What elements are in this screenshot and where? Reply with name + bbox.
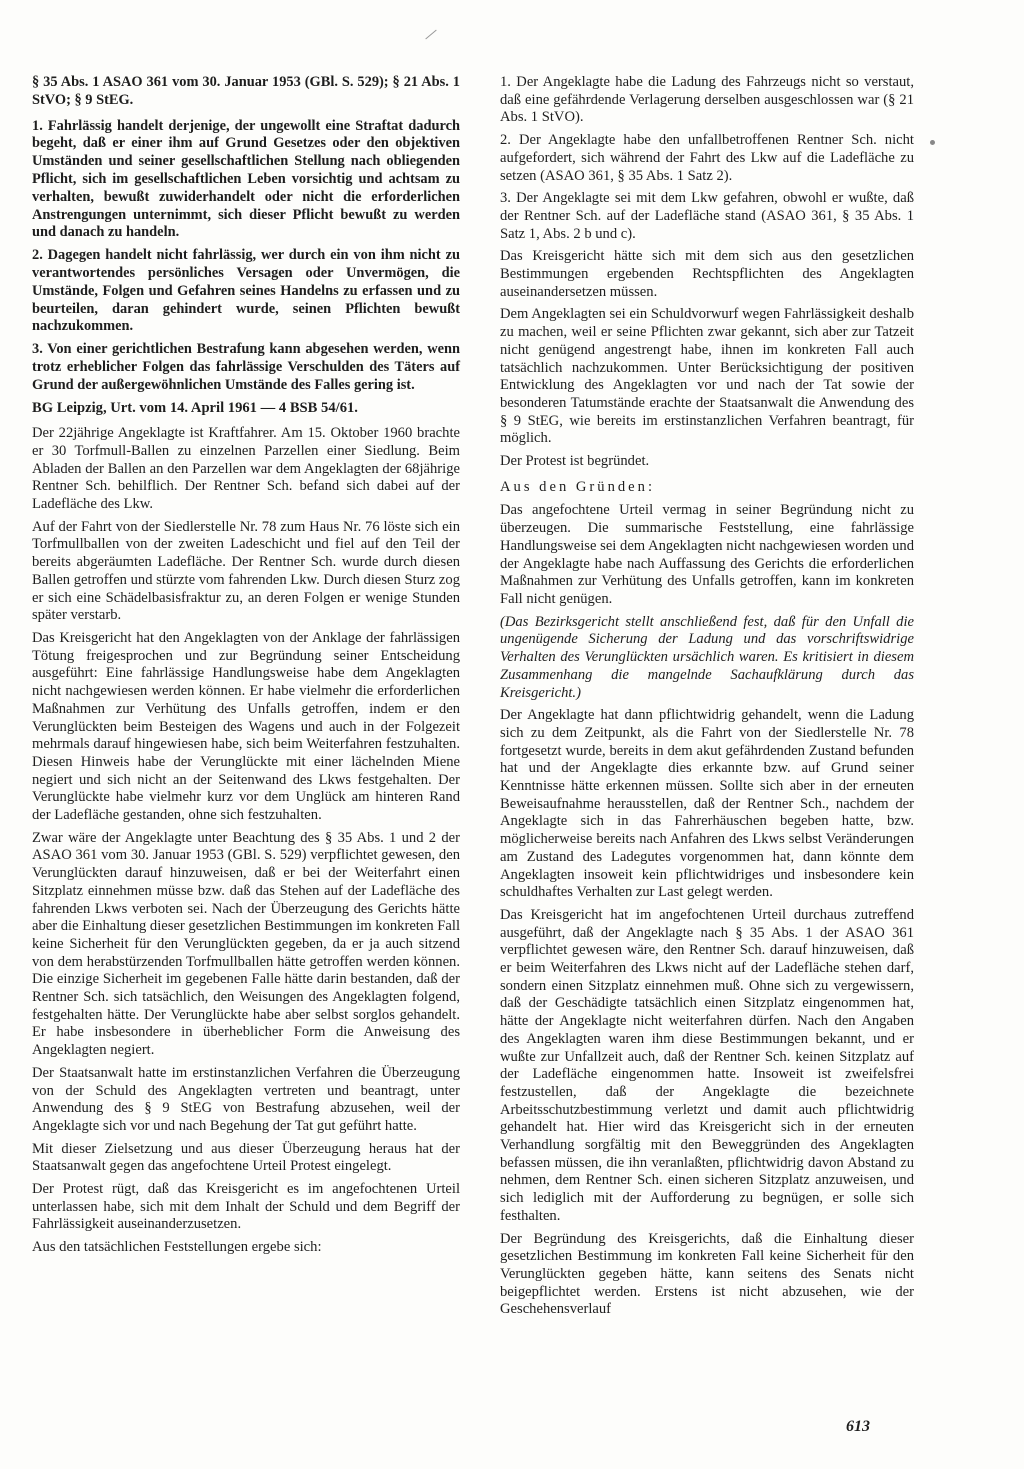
body-paragraph: Das Kreisgericht hat den Angeklagten von der Anklage der fahrlässigen Tötung freigesprochen und zur Begründung seiner Entscheidung ausgeführt: Eine fahrlässige Handlungsweise habe dem Angeklagten nicht nachgewiesen werden können. Er habe vielmehr die erforderlichen Maßnahmen zur Verhütung des Unfalls getroffen, indem er den Verunglückten beim Besteigen des Wagens und auch in der Folgezeit mehrmals darauf hingewiesen habe, sich beim Weiterfahren festzuhalten. Diesen Hinweis habe der Verunglückte mit einer lächelnden Miene negiert und sich nicht an der Seitenwand des Lkws festgehalten. Der Verunglückte habe vielmehr kurz vor dem Unglück am hinteren Rand der Ladefläche gestanden, ohne sich festzuhalten.: [32, 629, 460, 824]
headnote-2: 2. Dagegen handelt nicht fahrlässig, wer durch ein von ihm nicht zu verantwortendes persönliches Versagen oder Unvermögen, die Umstände, Folgen und Gefahren seines Handelns zu erfassen und zu beurteilen, daran gehindert wurde, seinen Pflichten bewußt nachzukommen.: [32, 247, 460, 335]
legal-citation: § 35 Abs. 1 ASAO 361 vom 30. Januar 1953 (GBl. S. 529); § 21 Abs. 1 StVO; § 9 StEG.: [32, 74, 460, 108]
body-paragraph: Dem Angeklagten sei ein Schuldvorwurf wegen Fahrlässigkeit deshalb zu machen, weil er seine Pflichten zwar gekannt, sich aber zur Tatzeit nicht genügend angestrengt habe, ihnen im konkreten Fall auch tatsächlich nachzukommen. Unter Berücksichtigung der positiven Entwicklung des Angeklagten vor und nach der Tat sowie der besonderen Tatumstände erachte der Staatsanwalt die Anwendung des § 9 StEG, wie bereits im erstinstanzlichen Verfahren beantragt, für möglich.: [500, 306, 914, 447]
body-paragraph: Mit dieser Zielsetzung und aus dieser Überzeugung heraus hat der Staatsanwalt gegen das angefochtene Urteil Protest eingelegt.: [32, 1140, 460, 1175]
headnote-block: [32, 74, 460, 395]
body-paragraph: Zwar wäre der Angeklagte unter Beachtung des § 35 Abs. 1 und 2 der ASAO 361 vom 30. Januar 1953 (GBl. S. 529) verpflichtet gewesen, den Verunglückten darauf hinzuweisen, daß er bei der Weiterfahrt einen Sitzplatz einnehmen müsse bzw. daß das Stehen auf der Ladefläche des fahrenden Lkws verboten sei. Nach der Überzeugung des Gerichts hätte aber die Einhaltung dieser gesetzlichen Bestimmungen im konkreten Fall keine Sicherheit für den Verunglückten gegeben, da er ja auch sitzend von dem herabstürzenden Torfmullballen hätte getroffen werden können. Die einzige Sicherheit im gegebenen Falle hätte darin bestanden, daß der Rentner Sch. sich tatsächlich, den Weisungen des Angeklagten folgend, festgehalten hätte. Der Verunglückte habe aber selbst sorglos gehandelt. Er habe insbesondere in überheblicher Form die Anweisung des Angeklagten negiert.: [32, 829, 460, 1059]
body-paragraph: Das angefochtene Urteil vermag in seiner Begründung nicht zu überzeugen. Die summarische Feststellung, eine fahrlässige Handlungsweise sei dem Angeklagten nicht nachgewiesen worden und der Angeklagte habe nach Auffassung des Gerichts die erforderlichen Maßnahmen zur Verhütung des Unfalls getroffen, kann im konkreten Fall nicht genügen.: [500, 502, 914, 607]
body-paragraph: Der Staatsanwalt hatte im erstinstanzlichen Verfahren die Überzeugung von der Schuld des Angeklagten vertreten und beantragt, unter Anwendung des § 9 StEG von Bestrafung abzusehen, weil der Angeklagte sich vor und nach Begehung der Tat gut geführt hatte.: [32, 1064, 460, 1134]
body-paragraph: Der Protest rügt, daß das Kreisgericht es im angefochtenen Urteil unterlassen habe, sich mit dem Inhalt der Schuld und dem Begriff der Fahrlässigkeit auseinanderzusetzen.: [32, 1181, 460, 1233]
right-column: [500, 74, 914, 1324]
body-paragraph: Der 22jährige Angeklagte ist Kraftfahrer. Am 15. Oktober 1960 brachte er 30 Torfmull-Ballen zu einzelnen Parzellen einer Siedlung. Beim Abladen der Ballen an den Parzellen war dem Angeklagten der 68jährige Rentner Sch. behilflich. Der Rentner Sch. befand sich dabei auf der Ladefläche des Lkw.: [32, 425, 460, 513]
body-paragraph: Aus den tatsächlichen Feststellungen ergebe sich:: [32, 1239, 322, 1256]
scan-mark: [425, 30, 436, 40]
body-paragraph: 2. Der Angeklagte habe den unfallbetroffenen Rentner Sch. nicht aufgefordert, sich während der Fahrt des Lkw auf die Ladefläche zu setzen (ASAO 361, § 35 Abs. 1 Satz 2).: [500, 132, 914, 184]
body-paragraph: Das Kreisgericht hat im angefochtenen Urteil durchaus zutreffend ausgeführt, daß der Angeklagte nach § 35 Abs. 1 der ASAO 361 verpflichtet gewesen wäre, den Rentner Sch. darauf hinzuweisen, daß er beim Weiterfahren des Lkws nicht auf der Ladefläche stehen darf, sondern einen Sitzplatz einnehmen muß. Ohne sich zu vergewissern, daß der Geschädigte tatsächlich einen Sitzplatz eingenommen hat, hätte der Angeklagte nicht weiterfahren dürfen. Nach den Angaben des Angeklagten waren ihm diese Bestimmungen bekannt, und er wußte zur Unfallzeit auch, daß der Rentner Sch. keinen Sitzplatz auf der Ladefläche eingenommen hatte. Insoweit ist zweifelsfrei festzustellen, daß der Angeklagte die bezeichnete Arbeitsschutzbestimmung verletzt und damit auch pflichtwidrig gehandelt hat. Hier wird das Kreisgericht sich in der erneuten Verhandlung sorgfältig mit den Beweggründen des Angeklagten befassen müssen, die ihn veranlaßten, pflichtwidrig davon Abstand zu nehmen, dem Rentner Sch. einen sicheren Sitzplatz anzuweisen, und sich lediglich mit der Aufforderung zu begnügen, er solle sich festhalten.: [500, 906, 914, 1224]
body-paragraph: Das Kreisgericht hätte sich mit dem sich aus den gesetzlichen Bestimmungen ergebenden Rechtspflichten des Angeklagten auseinandersetzen müssen.: [500, 248, 914, 300]
editorial-note: (Das Bezirksgericht stellt anschließend fest, daß für den Unfall die ungenügende Sicherung der Ladung und das vorschriftswidrige Verhalten des Verunglückten ursächlich waren. Es kritisiert in diesem Zusammenhang die mangelnde Sachaufklärung durch das Kreisgericht.): [500, 613, 914, 701]
court-reference: BG Leipzig, Urt. vom 14. April 1961 — 4 BSB 54/61.: [32, 399, 358, 416]
margin-dot: [930, 140, 935, 145]
left-column: [32, 74, 460, 1262]
body-paragraph: 1. Der Angeklagte habe die Ladung des Fahrzeugs nicht so verstaut, daß eine gefährdende Verlagerung derselben ausgeschlossen war (§ 21 Abs. 1 StVO).: [500, 74, 914, 126]
headnote-3: 3. Von einer gerichtlichen Bestrafung kann abgesehen werden, wenn trotz erheblicher Folgen das fahrlässige Verschulden des Täters auf Grund der außergewöhnlichen Umstände des Falles gering ist.: [32, 341, 460, 393]
body-paragraph: Der Begründung des Kreisgerichts, daß die Einhaltung dieser gesetzlichen Bestimmung im konkreten Fall keine Sicherheit für den Verunglückten gegeben hätte, kann seitens des Senats nicht beigepflichtet werden. Erstens ist nicht abzusehen, wie der Geschehensverlauf: [500, 1230, 914, 1318]
body-paragraph: 3. Der Angeklagte sei mit dem Lkw gefahren, obwohl er wußte, daß der Rentner Sch. auf der Ladefläche stand (ASAO 361, § 35 Abs. 1 Satz 1, Abs. 2 b und c).: [500, 190, 914, 242]
page-number: 613: [846, 1418, 870, 1435]
body-paragraph: Auf der Fahrt von der Siedlerstelle Nr. 78 zum Haus Nr. 76 löste sich ein Torfmullballen von der zweiten Ladeschicht und fiel auf den Teil der bereits abgeräumten Ladefläche. Der Rentner Sch. wurde durch diesen Ballen getroffen und stürzte vom fahrenden Lkw. Durch diesen Sturz zog er sich eine Schädelbasisfraktur zu, an deren Folgen er wenige Stunden später verstarb.: [32, 518, 460, 624]
body-paragraph: Der Protest ist begründet.: [500, 453, 650, 470]
section-heading: Aus den Gründen:: [500, 478, 656, 495]
body-paragraph: Der Angeklagte hat dann pflichtwidrig gehandelt, wenn die Ladung sich zu dem Zeitpunkt, als die Fahrt von der Siedlerstelle Nr. 78 fortgesetzt wurde, bereits in dem akut gefährdenden Zustand befunden hat und der Angeklagte dies erkannte bzw. auf Grund seiner Kenntnisse hätte erkennen müssen. Sollte sich aber in der erneuten Beweisaufnahme herausstellen, daß der Rentner Sch., nachdem der Angeklagte sich in das Fahrerhäuschen begeben hatte, bzw. möglicherweise bereits nach Anfahren des Lkws selbst Veränderungen am Zustand des Ladegutes vorgenommen hat, dann könnte dem Angeklagten insoweit kein pflichtwidriges und insbesondere kein schuldhaftes Verhalten zur Last gelegt werden.: [500, 707, 914, 901]
headnote-1: 1. Fahrlässig handelt derjenige, der ungewollt eine Straftat dadurch begeht, daß er einer ihm auf Grund Gesetzes oder den objektiven Umständen und seiner gesellschaftlichen Stellung nach obliegenden Pflicht, sich im gesellschaftlichen Leben vorsichtig und achtsam zu verhalten, bewußt zuwiderhandelt oder nicht die erforderlichen Anstrengungen unternimmt, sich dieser Pflicht bewußt zu werden und danach zu handeln.: [32, 117, 460, 241]
